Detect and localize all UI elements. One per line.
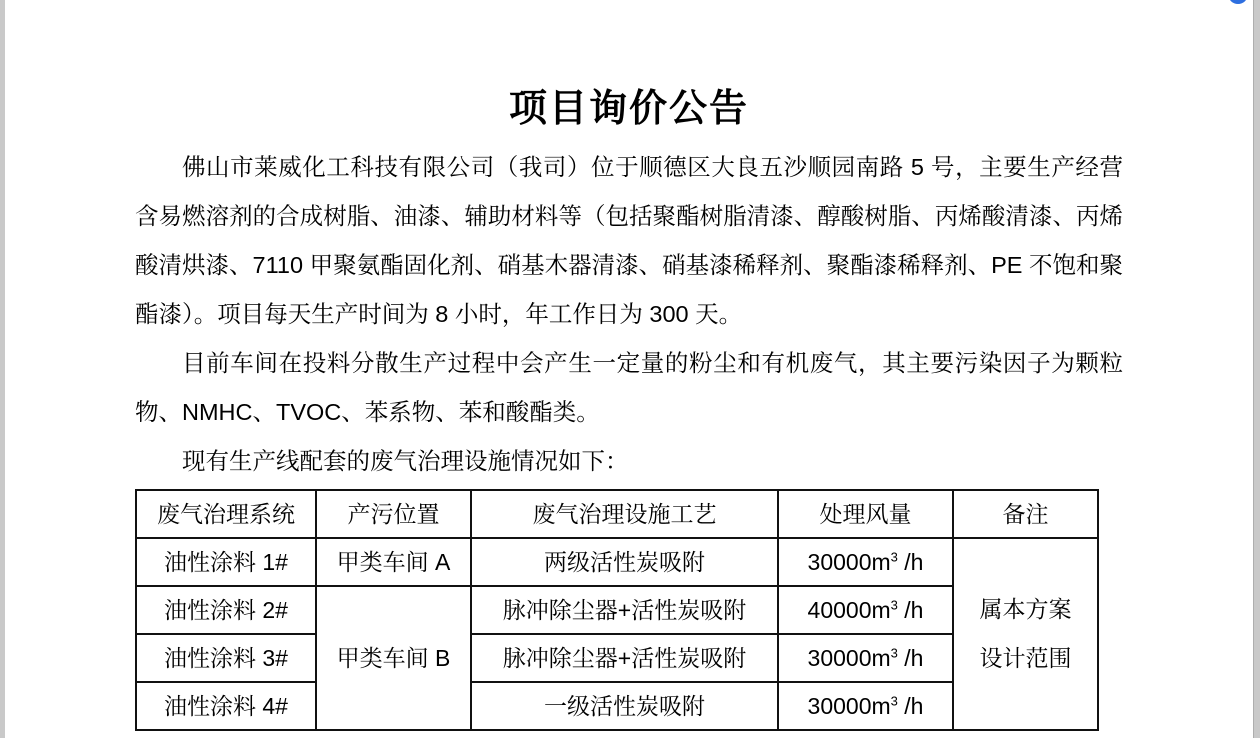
header-system: 废气治理系统 (136, 490, 316, 538)
paragraph-pollution-factors: 目前车间在投料分散生产过程中会产生一定量的粉尘和有机废气，其主要污染因子为颗粒物、NMHC、TVOC、苯系物、苯和酸酯类。 (135, 350, 1123, 425)
header-process: 废气治理设施工艺 (471, 490, 778, 538)
airflow-cell (778, 634, 953, 682)
remark-merged-cell (953, 538, 1098, 730)
header-location: 产污位置 (316, 490, 471, 538)
airflow-cell (778, 538, 953, 586)
page-title: 项目询价公告 (508, 88, 749, 130)
airflow-value: 30000m (807, 548, 891, 575)
document-page (5, 0, 1254, 738)
floating-action-button[interactable] (1228, 0, 1248, 4)
system-cell: 油性涂料 3# (136, 634, 316, 682)
airflow-superscript: 3 (890, 692, 898, 708)
airflow-unit: /h (897, 548, 924, 575)
airflow-cell (778, 586, 953, 634)
location-merged-cell: 甲类车间 B (316, 586, 471, 730)
paragraph-table-lead-in: 现有生产线配套的废气治理设施情况如下： (182, 448, 629, 474)
waste-gas-treatment-table (135, 489, 1099, 731)
airflow-cell (778, 682, 953, 730)
airflow-value: 40000m (807, 596, 891, 623)
process-cell: 脉冲除尘器+活性炭吸附 (471, 586, 778, 634)
process-cell: 一级活性炭吸附 (471, 682, 778, 730)
process-cell: 两级活性炭吸附 (471, 538, 778, 586)
header-remark: 备注 (953, 490, 1098, 538)
airflow-superscript: 3 (890, 548, 898, 564)
system-cell: 油性涂料 4# (136, 682, 316, 730)
airflow-value: 30000m (807, 692, 891, 719)
airflow-superscript: 3 (890, 596, 898, 612)
table-header-row (136, 490, 1098, 538)
system-cell: 油性涂料 2# (136, 586, 316, 634)
paragraph-company-intro: 佛山市莱威化工科技有限公司（我司）位于顺德区大良五沙顺园南路 5 号，主要生产经营含易燃溶剂的合成树脂、油漆、辅助材料等（包括聚酯树脂清漆、醇酸树脂、丙烯酸清漆、丙烯酸清烘漆、7110 甲聚氨酯固化剂、硝基木器清漆、硝基漆稀释剂、聚酯漆稀释剂、PE 不饱和聚酯漆）。项目每天生产时间为 8 小时，年工作日为 300 天。 (135, 154, 1123, 327)
airflow-unit: /h (897, 692, 924, 719)
system-cell: 油性涂料 1# (136, 538, 316, 586)
airflow-value: 30000m (807, 644, 891, 671)
airflow-superscript: 3 (890, 644, 898, 660)
location-cell: 甲类车间 A (316, 538, 471, 586)
header-airflow: 处理风量 (778, 490, 953, 538)
process-cell: 脉冲除尘器+活性炭吸附 (471, 634, 778, 682)
remark-line-1: 属本方案 (979, 596, 1072, 622)
airflow-unit: /h (897, 596, 924, 623)
table-row (136, 538, 1098, 586)
document-content (135, 0, 1123, 731)
airflow-unit: /h (897, 644, 924, 671)
remark-line-2: 设计范围 (979, 645, 1072, 671)
